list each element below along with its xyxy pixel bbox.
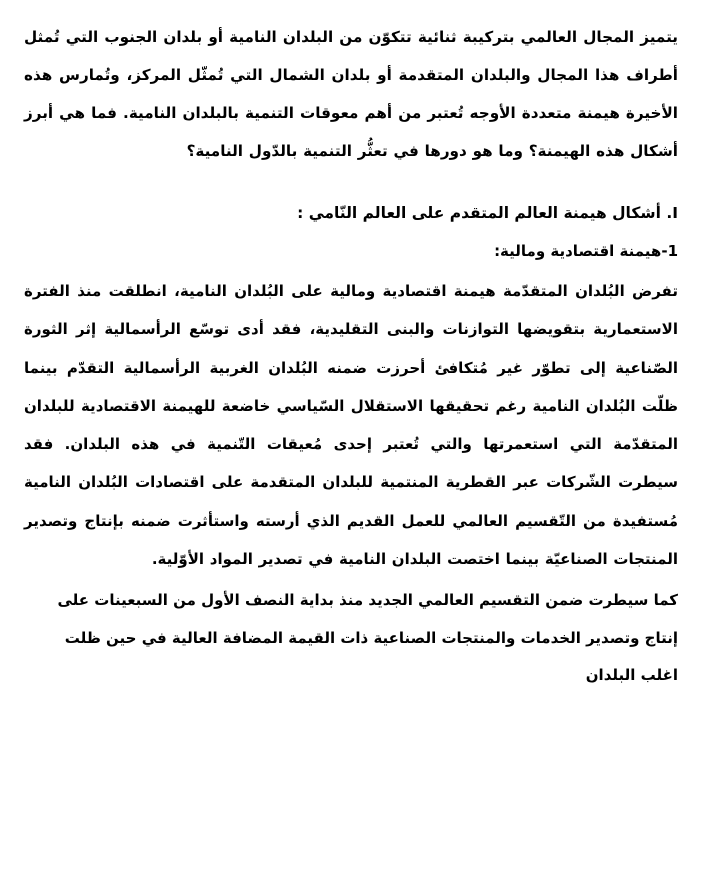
section-heading-1: I. أشكال هيمنة العالم المتقدم على العالم النّامي : xyxy=(297,204,678,222)
intro-paragraph: يتميز المجال العالمي بتركيبة ثنائية تتكوّن من البلدان النامية أو بلدان الجنوب التي تُمثل أطراف هذا المجال والبلدان المتقدمة أو بلدان الشمال التي تُمثّل المركز، وتُمارس هذه الأخيرة هيمنة متعددة الأوجه تُعتبر من أهم معوقات التنمية بالبلدان النامية. فما هي أبرز أشكال هذه الهيمنة؟ وما هو دورها في تعثُّر التنمية بالدّول النامية؟ xyxy=(24,28,678,160)
body-paragraph-1: تفرض البُلدان المتقدّمة هيمنة اقتصادية ومالية على البُلدان النامية، انطلقت منذ الفترة الاستعمارية بتقويضها التوازنات والبنى التقليدية، فقد أدى توسّع الرأسمالية إثر الثورة الصّناعية إلى تطوّر غير مُتكافئ أحرزت ضمنه البُلدان الغربية الرأسمالية التقدّم بينما ظلّت البُلدان النامية رغم تحقيقها الاستقلال السّياسي خاضعة للهيمنة الاقتصادية للبلدان المتقدّمة التي استعمرتها والتي تُعتبر إحدى مُعيقات التّنمية في هذه البلدان. فقد سيطرت الشّركات عبر القطرية المنتمية للبلدان المتقدمة على اقتصادات البُلدان النامية مُستفيدة من التّقسيم العالمي للعمل القديم الذي أرسته واستأثرت ضمنه بإنتاج وتصدير المنتجات الصناعيّة بينما اختصت البلدان النامية في تصدير المواد الأوّلية. xyxy=(24,282,678,568)
paragraph-spacer xyxy=(24,172,678,182)
section-subheading-1: 1-هيمنة اقتصادية ومالية: xyxy=(494,241,678,260)
body-paragraph-2: كما سيطرت ضمن التقسيم العالمي الجديد منذ بداية النصف الأول من السبعينات على إنتاج وتصدير الخدمات والمنتجات الصناعية ذات القيمة المضافة العالية في حين ظلت اغلب البلدان xyxy=(57,591,678,685)
